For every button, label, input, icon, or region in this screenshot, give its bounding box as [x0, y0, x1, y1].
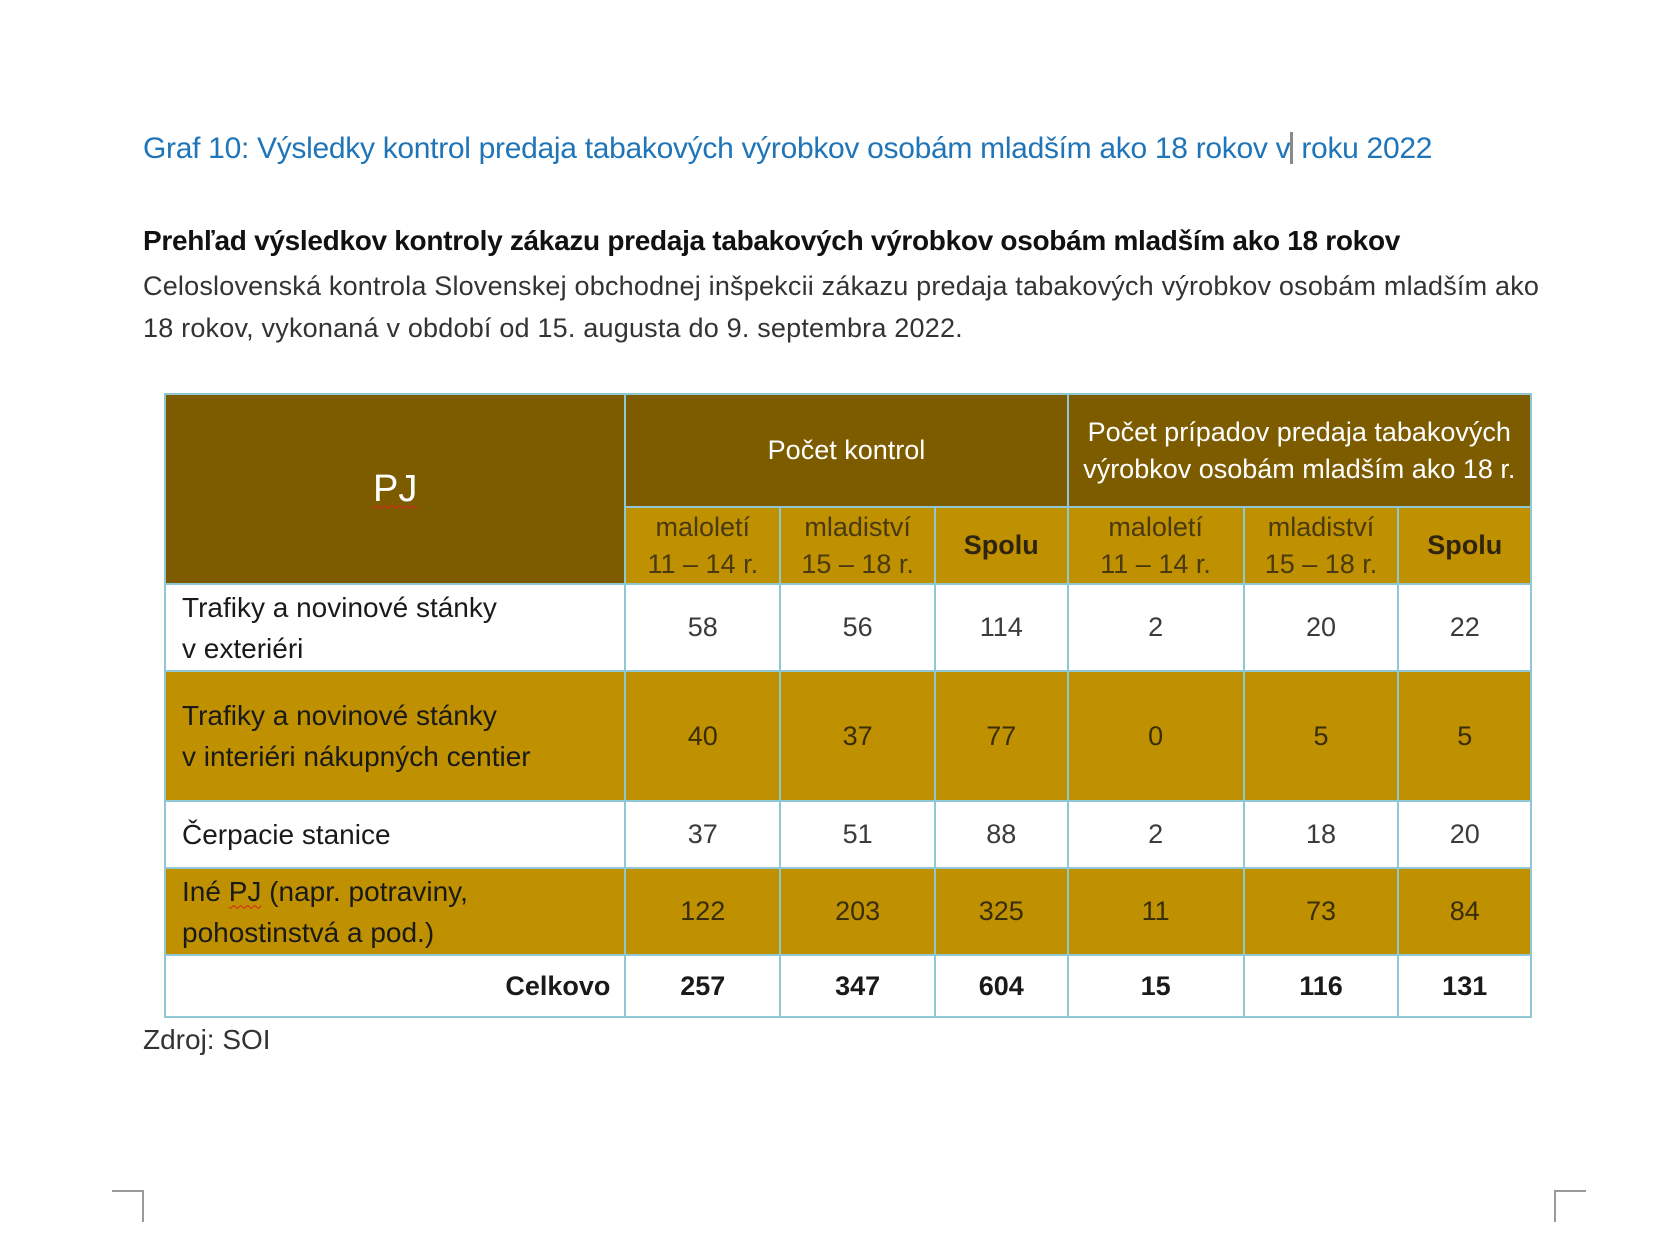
table-cell: 18 [1244, 801, 1399, 868]
table-cell: 73 [1244, 868, 1399, 955]
table-cell: 20 [1244, 584, 1399, 671]
page-corner-mark-left [112, 1190, 144, 1222]
total-cell: 347 [780, 955, 935, 1017]
table-cell: 11 [1068, 868, 1244, 955]
table-row [165, 584, 1531, 671]
table-cell: 84 [1398, 868, 1531, 955]
table-cell: 5 [1244, 671, 1399, 801]
table-row [165, 868, 1531, 955]
figure-caption [143, 132, 1432, 166]
header-pocet-pripadov: Počet prípadov predaja tabakových výrobkov osobám mladším ako 18 r. [1068, 394, 1531, 507]
table-cell: 22 [1398, 584, 1531, 671]
table-cell: 114 [935, 584, 1068, 671]
subheader-maloleti: maloletí 11 – 14 r. [625, 507, 780, 584]
table-cell: 20 [1398, 801, 1531, 868]
caption-text-end: roku 2022 [1293, 132, 1433, 165]
total-cell: 604 [935, 955, 1068, 1017]
total-label: Celkovo [165, 955, 625, 1017]
total-cell: 257 [625, 955, 780, 1017]
subheader-maloleti: maloletí 11 – 14 r. [1068, 507, 1244, 584]
header-pocet-kontrol: Počet kontrol [625, 394, 1067, 507]
table-cell: 56 [780, 584, 935, 671]
table-cell: 37 [625, 801, 780, 868]
header-row-groups [165, 394, 1531, 507]
total-row [165, 955, 1531, 1017]
row-label: Trafiky a novinové stánky v interiéri nákupných centier [165, 671, 625, 801]
page-corner-mark-right [1554, 1190, 1586, 1222]
table-cell: 51 [780, 801, 935, 868]
table-row [165, 671, 1531, 801]
table-cell: 37 [780, 671, 935, 801]
total-cell: 15 [1068, 955, 1244, 1017]
table-cell: 77 [935, 671, 1068, 801]
table-cell: 40 [625, 671, 780, 801]
table-cell: 88 [935, 801, 1068, 868]
table-cell: 5 [1398, 671, 1531, 801]
row-label: Trafiky a novinové stánky v exteriéri [165, 584, 625, 671]
table-cell: 2 [1068, 584, 1244, 671]
table-cell: 325 [935, 868, 1068, 955]
table-row [165, 801, 1531, 868]
source-note: Zdroj: SOI [143, 1024, 271, 1055]
row-label: Čerpacie stanice [165, 801, 625, 868]
subheader-spolu: Spolu [935, 507, 1068, 584]
description-paragraph: Celoslovenská kontrola Slovenskej obchodnej inšpekcii zákazu predaja tabakových výrobkov osobám mladším ako 18 rokov, vykonaná v období od 15. augusta do 9. septembra 2022. [143, 271, 1540, 343]
header-pj: PJ [165, 394, 625, 584]
table-cell: 58 [625, 584, 780, 671]
table-cell: 2 [1068, 801, 1244, 868]
caption-text: Graf 10: Výsledky kontrol predaja tabakových výrobkov osobám mladším ako 18 rokov v [143, 132, 1291, 165]
table-cell: 203 [780, 868, 935, 955]
table-cell: 0 [1068, 671, 1244, 801]
subheader-spolu: Spolu [1398, 507, 1531, 584]
section-heading: Prehľad výsledkov kontroly zákazu predaja tabakových výrobkov osobám mladším ako 18 rokov [143, 225, 1401, 256]
subheader-mladistvi: mladiství 15 – 18 r. [1244, 507, 1399, 584]
results-table [164, 393, 1532, 1018]
total-cell: 131 [1398, 955, 1531, 1017]
subheader-mladistvi: mladiství 15 – 18 r. [780, 507, 935, 584]
total-cell: 116 [1244, 955, 1399, 1017]
row-label: Iné PJ (napr. potraviny, pohostinstvá a pod.) [165, 868, 625, 955]
table-cell: 122 [625, 868, 780, 955]
